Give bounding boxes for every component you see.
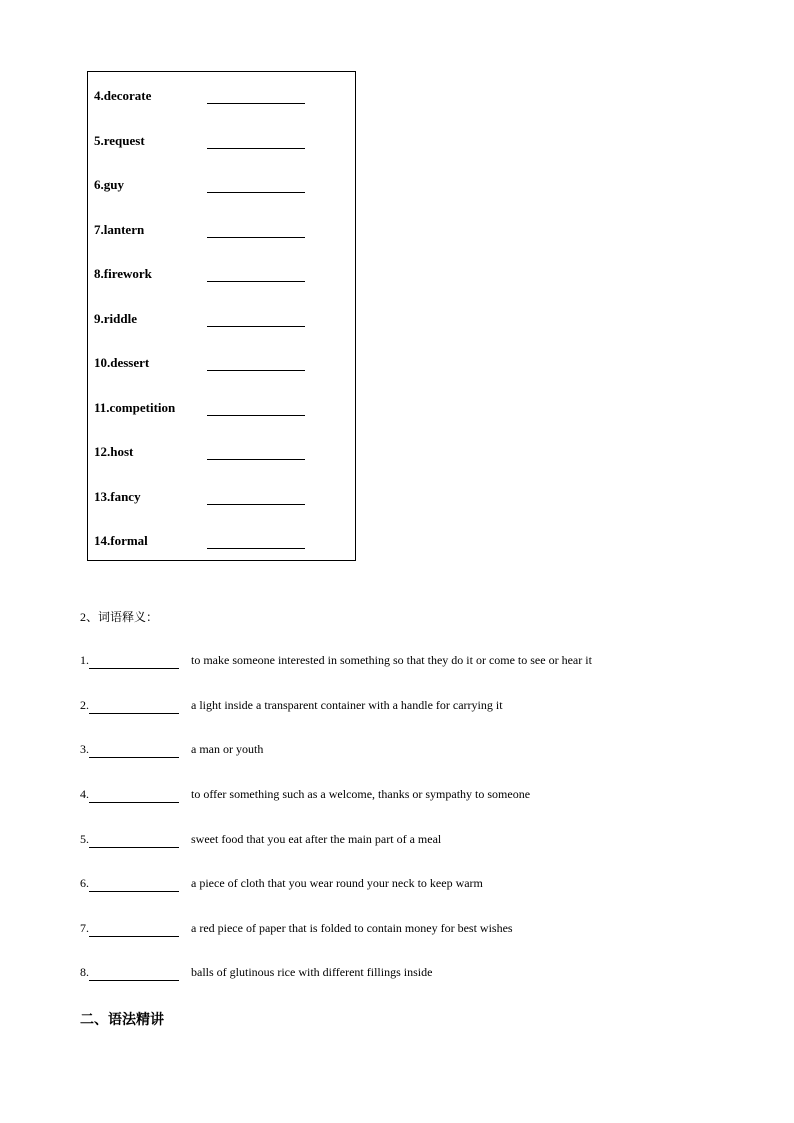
- definition-text: a piece of cloth that you wear round your neck to keep warm: [191, 876, 483, 890]
- definitions-heading: 2、词语释义：: [80, 610, 159, 624]
- definition-number: 8.: [80, 965, 89, 979]
- vocab-row: [94, 525, 344, 549]
- vocab-row: [94, 481, 344, 505]
- vocab-word: 5.request: [94, 133, 145, 148]
- answer-blank[interactable]: [89, 936, 179, 937]
- answer-blank[interactable]: [207, 459, 305, 460]
- vocab-word: 7.lantern: [94, 222, 145, 237]
- definition-number: 7.: [80, 921, 89, 935]
- definition-text: sweet food that you eat after the main part of a meal: [191, 832, 442, 846]
- definition-text: to offer something such as a welcome, thanks or sympathy to someone: [191, 787, 531, 801]
- definition-number: 5.: [80, 832, 89, 846]
- definition-number: 4.: [80, 787, 89, 801]
- vocab-word: 8.firework: [94, 266, 152, 281]
- answer-blank[interactable]: [207, 148, 305, 149]
- answer-blank[interactable]: [207, 237, 305, 238]
- definition-row: [80, 965, 680, 985]
- answer-blank[interactable]: [207, 103, 305, 104]
- definition-row: [80, 787, 680, 807]
- definition-row: [80, 876, 680, 896]
- vocab-row: [94, 258, 344, 282]
- definition-text: a red piece of paper that is folded to contain money for best wishes: [191, 921, 513, 935]
- definition-text: a man or youth: [191, 742, 264, 756]
- definition-row: [80, 653, 680, 673]
- definition-text: to make someone interested in something so that they do it or come to see or hear it: [191, 653, 592, 667]
- definition-row: [80, 698, 680, 718]
- definition-number: 2.: [80, 698, 89, 712]
- vocab-row: [94, 169, 344, 193]
- answer-blank[interactable]: [89, 757, 179, 758]
- answer-blank[interactable]: [207, 370, 305, 371]
- answer-blank[interactable]: [89, 713, 179, 714]
- vocab-row: [94, 125, 344, 149]
- vocab-row: [94, 303, 344, 327]
- vocab-word: 10.dessert: [94, 355, 150, 370]
- definition-number: 6.: [80, 876, 89, 890]
- vocab-word: 11.competition: [94, 400, 176, 415]
- definition-row: [80, 742, 680, 762]
- answer-blank[interactable]: [207, 192, 305, 193]
- vocab-row: [94, 392, 344, 416]
- vocab-row: [94, 80, 344, 104]
- definition-number: 1.: [80, 653, 89, 667]
- answer-blank[interactable]: [89, 891, 179, 892]
- definition-row: [80, 921, 680, 941]
- definition-row: [80, 832, 680, 852]
- answer-blank[interactable]: [89, 980, 179, 981]
- answer-blank[interactable]: [89, 847, 179, 848]
- definition-text: a light inside a transparent container with a handle for carrying it: [191, 698, 503, 712]
- answer-blank[interactable]: [207, 415, 305, 416]
- vocab-word: 13.fancy: [94, 489, 141, 504]
- vocab-row: [94, 214, 344, 238]
- vocab-row: [94, 347, 344, 371]
- vocab-word: 4.decorate: [94, 88, 152, 103]
- answer-blank[interactable]: [207, 548, 305, 549]
- vocab-row: [94, 436, 344, 460]
- vocab-word: 6.guy: [94, 177, 124, 192]
- answer-blank[interactable]: [207, 504, 305, 505]
- vocabulary-table: [87, 71, 356, 561]
- definition-text: balls of glutinous rice with different fillings inside: [191, 965, 433, 979]
- answer-blank[interactable]: [89, 802, 179, 803]
- answer-blank[interactable]: [207, 281, 305, 282]
- grammar-section-heading: 二、语法精讲: [80, 1013, 164, 1028]
- vocab-word: 9.riddle: [94, 311, 137, 326]
- answer-blank[interactable]: [89, 668, 179, 669]
- vocab-word: 12.host: [94, 444, 134, 459]
- definition-number: 3.: [80, 742, 89, 756]
- vocab-word: 14.formal: [94, 533, 148, 548]
- answer-blank[interactable]: [207, 326, 305, 327]
